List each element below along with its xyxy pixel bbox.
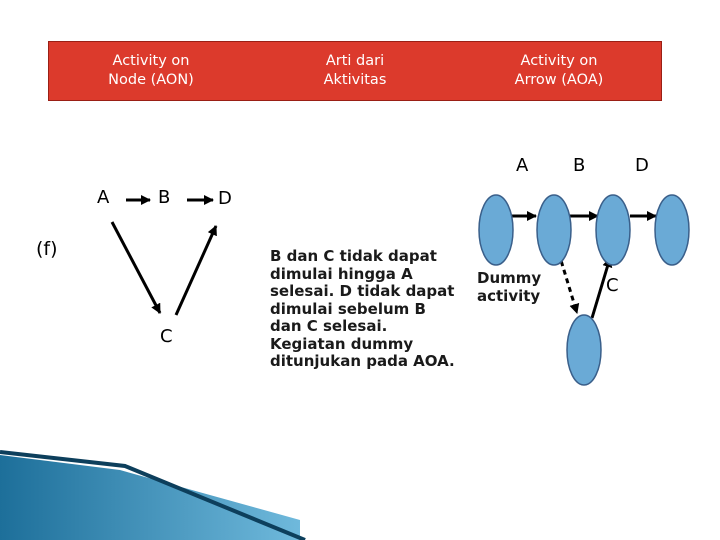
section-label: (f) [36, 238, 58, 260]
dummy-activity-label: Dummy activity [477, 269, 542, 305]
aoa-label-b: B [573, 155, 586, 176]
header-meaning-text: Arti dari Aktivitas [323, 53, 387, 88]
aon-label-b: B [158, 187, 171, 208]
corner-decoration [0, 455, 300, 540]
aoa-label-d: D [635, 155, 649, 176]
aoa-node-2 [537, 195, 571, 265]
aoa-node-1 [479, 195, 513, 265]
aon-label-d: D [218, 188, 232, 209]
aoa-label-c: C [606, 275, 619, 296]
header-aon-text: Activity on Node (AON) [108, 53, 194, 88]
aoa-node-5 [567, 315, 601, 385]
aoa-node-4 [655, 195, 689, 265]
header-aoa-text: Activity on Arrow (AOA) [514, 53, 604, 88]
aon-arrow-a-c [112, 222, 160, 313]
aon-label-a: A [97, 187, 110, 208]
aon-label-c: C [160, 326, 173, 347]
aon-arrow-c-d [176, 226, 216, 315]
aoa-label-a: A [516, 155, 529, 176]
description-text: B dan C tidak dapat dimulai hingga A selesai. D tidak dapat dimulai sebelum B dan C selesai. Kegiatan dummy ditunjukan pada AOA. [270, 247, 455, 370]
aoa-node-3 [596, 195, 630, 265]
